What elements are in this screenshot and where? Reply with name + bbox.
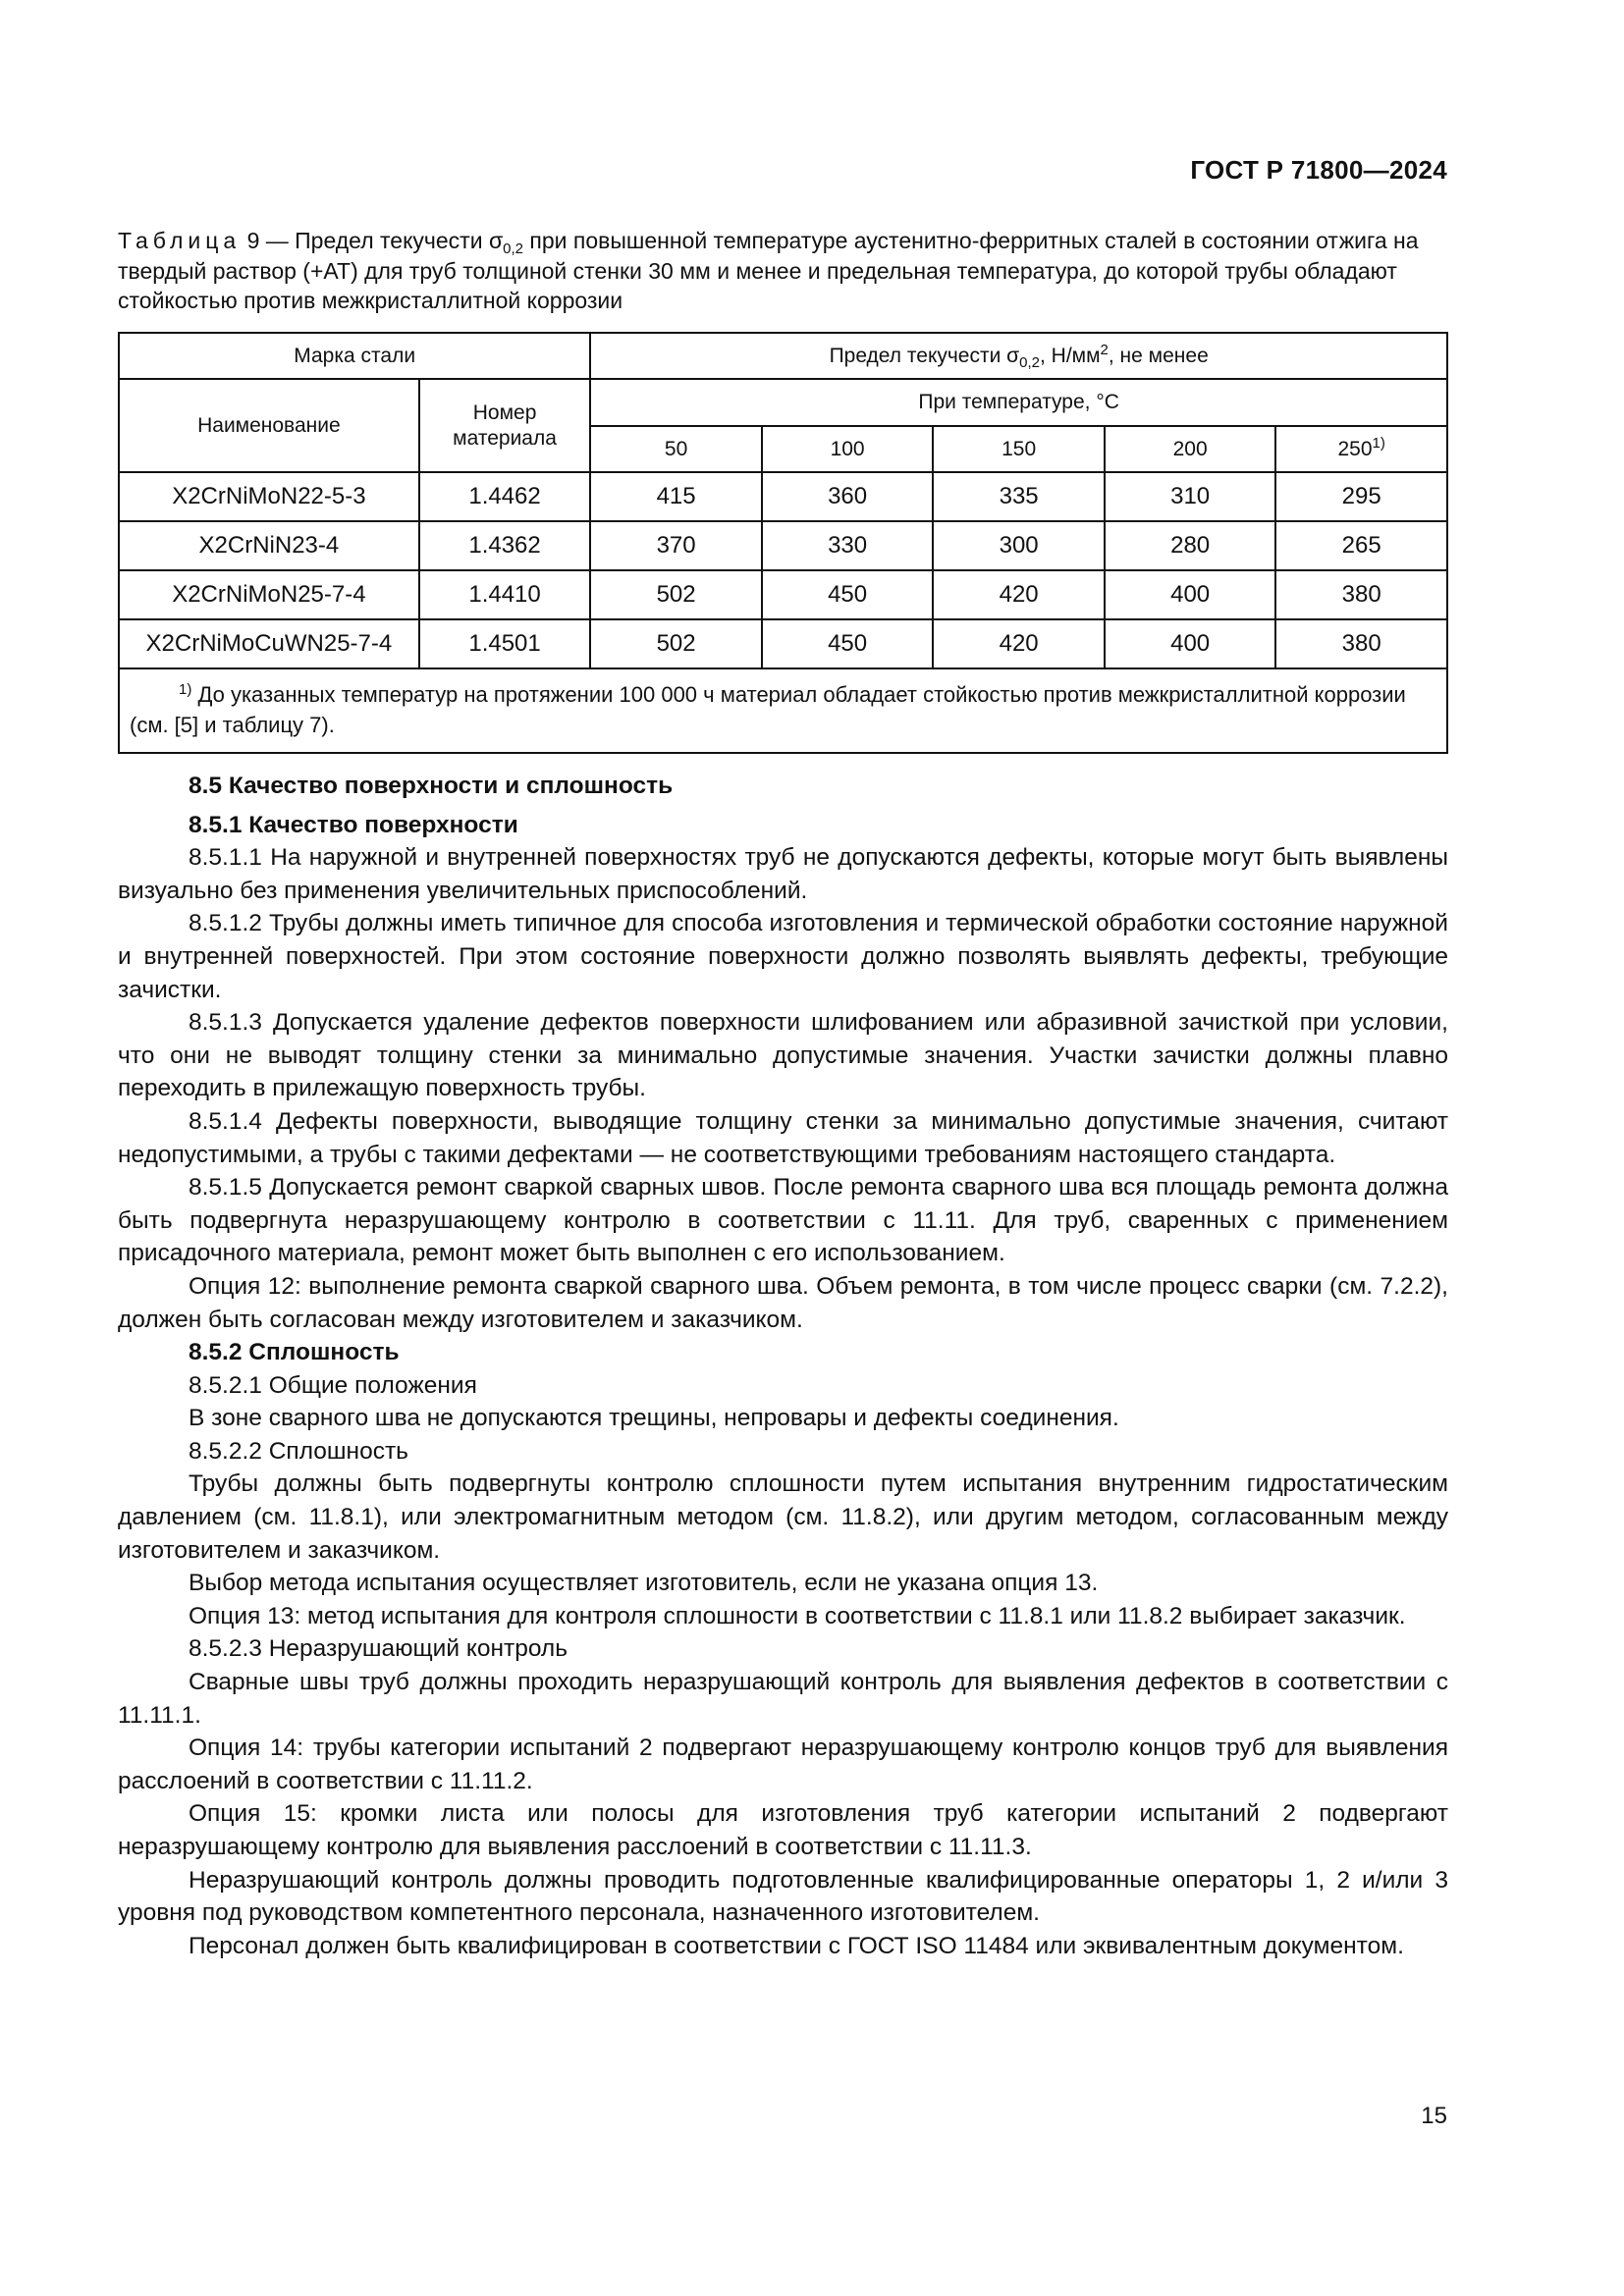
cell-value: 502 [590,570,762,619]
cell-value: 450 [762,619,934,668]
temp-value: 250 [1337,437,1373,460]
yield-prefix: Предел текучести σ [829,344,1020,367]
paragraph-8-5-2-1-text: В зоне сварного шва не допускаются трещины, непровары и дефекты соединения. [189,1405,1119,1432]
cell-material-number: 1.4362 [419,521,591,570]
paragraph-8-5-2-3-title: 8.5.2.3 Неразрушающий контроль [189,1635,568,1663]
paragraph-8-5-2-2-text: Трубы должны быть подвергнуты контролю сплошности путем испытания внутренним гидростатическим давлением (см. 11.8.1), или электромагнитным методом (см. 11.8.2), или другим методом, согласованным между изготовителем и заказчиком. [118,1470,1448,1564]
table-footnote-row [119,668,1447,753]
paragraph-8-5-1-5: 8.5.1.5 Допускается ремонт сваркой сварных швов. После ремонта сварного шва вся площадь ремонта должна быть подвергнута неразрушающему контролю в соответствии с 11.11. Для труб, сваренных с применением присадочного материала, ремонт может быть выполнен с его использованием. [118,1174,1448,1267]
cell-value: 265 [1275,521,1447,570]
yield-sub: 0,2 [1019,353,1040,371]
header-steel-grade: Марка стали [119,333,590,379]
cell-value: 330 [762,521,934,570]
table-row [119,472,1447,521]
paragraph-8-5-1-1: 8.5.1.1 На наружной и внутренней поверхностях труб не допускаются дефекты, которые могут быть выявлены визуально без применения увеличительных приспособлений. [118,844,1448,904]
cell-material-number: 1.4462 [419,472,591,521]
cell-value: 400 [1105,570,1276,619]
footnote-text: До указанных температур на протяжении 100 000 ч материал обладает стойкостью против межкристаллитной коррозии (см. [5] и таблицу 7). [130,682,1406,737]
document-body [118,768,1448,1962]
caption-number: 9 — Предел текучести σ [241,228,504,253]
cell-material-number: 1.4501 [419,619,591,668]
cell-value: 300 [933,521,1105,570]
temp-header: 200 [1105,426,1276,472]
option-14: Опция 14: трубы категории испытаний 2 подвергают неразрушающему контролю концов труб для выявления расслоений в соответствии с 11.11.2. [118,1735,1448,1794]
caption-rest: при повышенной температуре аустенитно-ферритных сталей в состоянии отжига на твердый раствор (+AT) для труб толщиной стенки 30 мм и менее и предельная температура, до которой трубы обладают стойкостью против межкристаллитной коррозии [118,228,1419,313]
cell-value: 380 [1275,570,1447,619]
option-12: Опция 12: выполнение ремонта сваркой сварного шва. Объем ремонта, в том числе процесс сварки (см. 7.2.2), должен быть согласован между изготовителем и заказчиком. [118,1272,1448,1333]
paragraph-8-5-1-3: 8.5.1.3 Допускается удаление дефектов поверхности шлифованием или абразивной зачисткой при условии, что они не выводят толщину стенки за минимально допустимые значения. Участки зачистки должны плавно переходить в прилежащую поверхность трубы. [118,1009,1448,1102]
yield-suffix: , не менее [1108,344,1209,367]
table-row [119,521,1447,570]
cell-value: 400 [1105,619,1276,668]
cell-value: 310 [1105,472,1276,521]
cell-material-number: 1.4410 [419,570,591,619]
caption-label: Таблица [118,228,242,253]
paragraph-8-5-2-3-text: Сварные швы труб должны проходить неразрушающий контроль для выявления дефектов в соответствии с 11.11.1. [118,1669,1448,1729]
paragraph-8-5-1-2: 8.5.1.2 Трубы должны иметь типичное для способа изготовления и термической обработки состояние наружной и внутренней поверхностей. При этом состояние поверхности должно позволять выявлять дефекты, требующие зачистки. [118,910,1448,1003]
caption-sub: 0,2 [503,240,524,257]
yield-strength-table [118,332,1448,754]
temp-header: 100 [762,426,934,472]
section-heading-8-5: 8.5 Качество поверхности и сплошность [189,773,674,799]
page-number: 15 [1421,2103,1447,2129]
cell-value: 370 [590,521,762,570]
cell-steel-name: X2CrNiMoN22-5-3 [119,472,419,521]
header-yield-strength [590,333,1447,379]
cell-steel-name: X2CrNiMoN25-7-4 [119,570,419,619]
header-material-number: Номер материала [419,379,591,472]
cell-value: 295 [1275,472,1447,521]
cell-steel-name: X2CrNiN23-4 [119,521,419,570]
temp-footnote-mark: 1) [1372,434,1385,452]
cell-value: 360 [762,472,934,521]
table-row [119,570,1447,619]
table-row [119,619,1447,668]
cell-value: 380 [1275,619,1447,668]
cell-steel-name: X2CrNiMoCuWN25-7-4 [119,619,419,668]
yield-unit: , Н/мм [1040,344,1101,367]
temp-header [1275,426,1447,472]
table-footnote [119,668,1447,753]
cell-value: 420 [933,619,1105,668]
footnote-mark: 1) [179,681,192,698]
section-heading-8-5-1: 8.5.1 Качество поверхности [189,811,518,838]
cell-value: 502 [590,619,762,668]
section-heading-8-5-2: 8.5.2 Сплошность [189,1339,400,1366]
paragraph-8-5-2-2-title: 8.5.2.2 Сплошность [189,1437,408,1465]
table-header-row-2 [119,379,1447,426]
table-header-row-1 [119,333,1447,379]
cell-value: 280 [1105,521,1276,570]
cell-value: 415 [590,472,762,521]
temp-header: 150 [933,426,1105,472]
header-name: Наименование [119,379,419,472]
paragraph-8-5-1-4: 8.5.1.4 Дефекты поверхности, выводящие толщину стенки за минимально допустимые значения, считают недопустимыми, а трубы с такими дефектами — не соответствующими требованиям настоящего стандарта. [118,1107,1448,1168]
paragraph-8-5-2-1-title: 8.5.2.1 Общие положения [189,1371,477,1399]
paragraph-operators: Неразрушающий контроль должны проводить подготовленные квалифицированные операторы 1, 2 и/или 3 уровня под руководством компетентного персонала, назначенного изготовителем. [118,1866,1448,1927]
cell-value: 450 [762,570,934,619]
temp-header: 50 [590,426,762,472]
paragraph-personnel: Персонал должен быть квалифицирован в соответствии с ГОСТ ISO 11484 или эквивалентным документом. [189,1932,1404,1959]
yield-unit-sup: 2 [1100,341,1109,358]
option-13: Опция 13: метод испытания для контроля сплошности в соответствии с 11.8.1 или 11.8.2 выбирает заказчик. [189,1602,1406,1629]
header-at-temperature: При температуре, °С [590,379,1447,426]
cell-value: 335 [933,472,1105,521]
table-caption [118,226,1448,316]
paragraph-method-choice: Выбор метода испытания осуществляет изготовитель, если не указана опция 13. [189,1570,1099,1597]
option-15: Опция 15: кромки листа или полосы для изготовления труб категории испытаний 2 подвергают неразрушающему контролю для выявления расслоений в соответствии с 11.11.3. [118,1800,1448,1860]
standard-header: ГОСТ Р 71800—2024 [1190,155,1447,185]
cell-value: 420 [933,570,1105,619]
